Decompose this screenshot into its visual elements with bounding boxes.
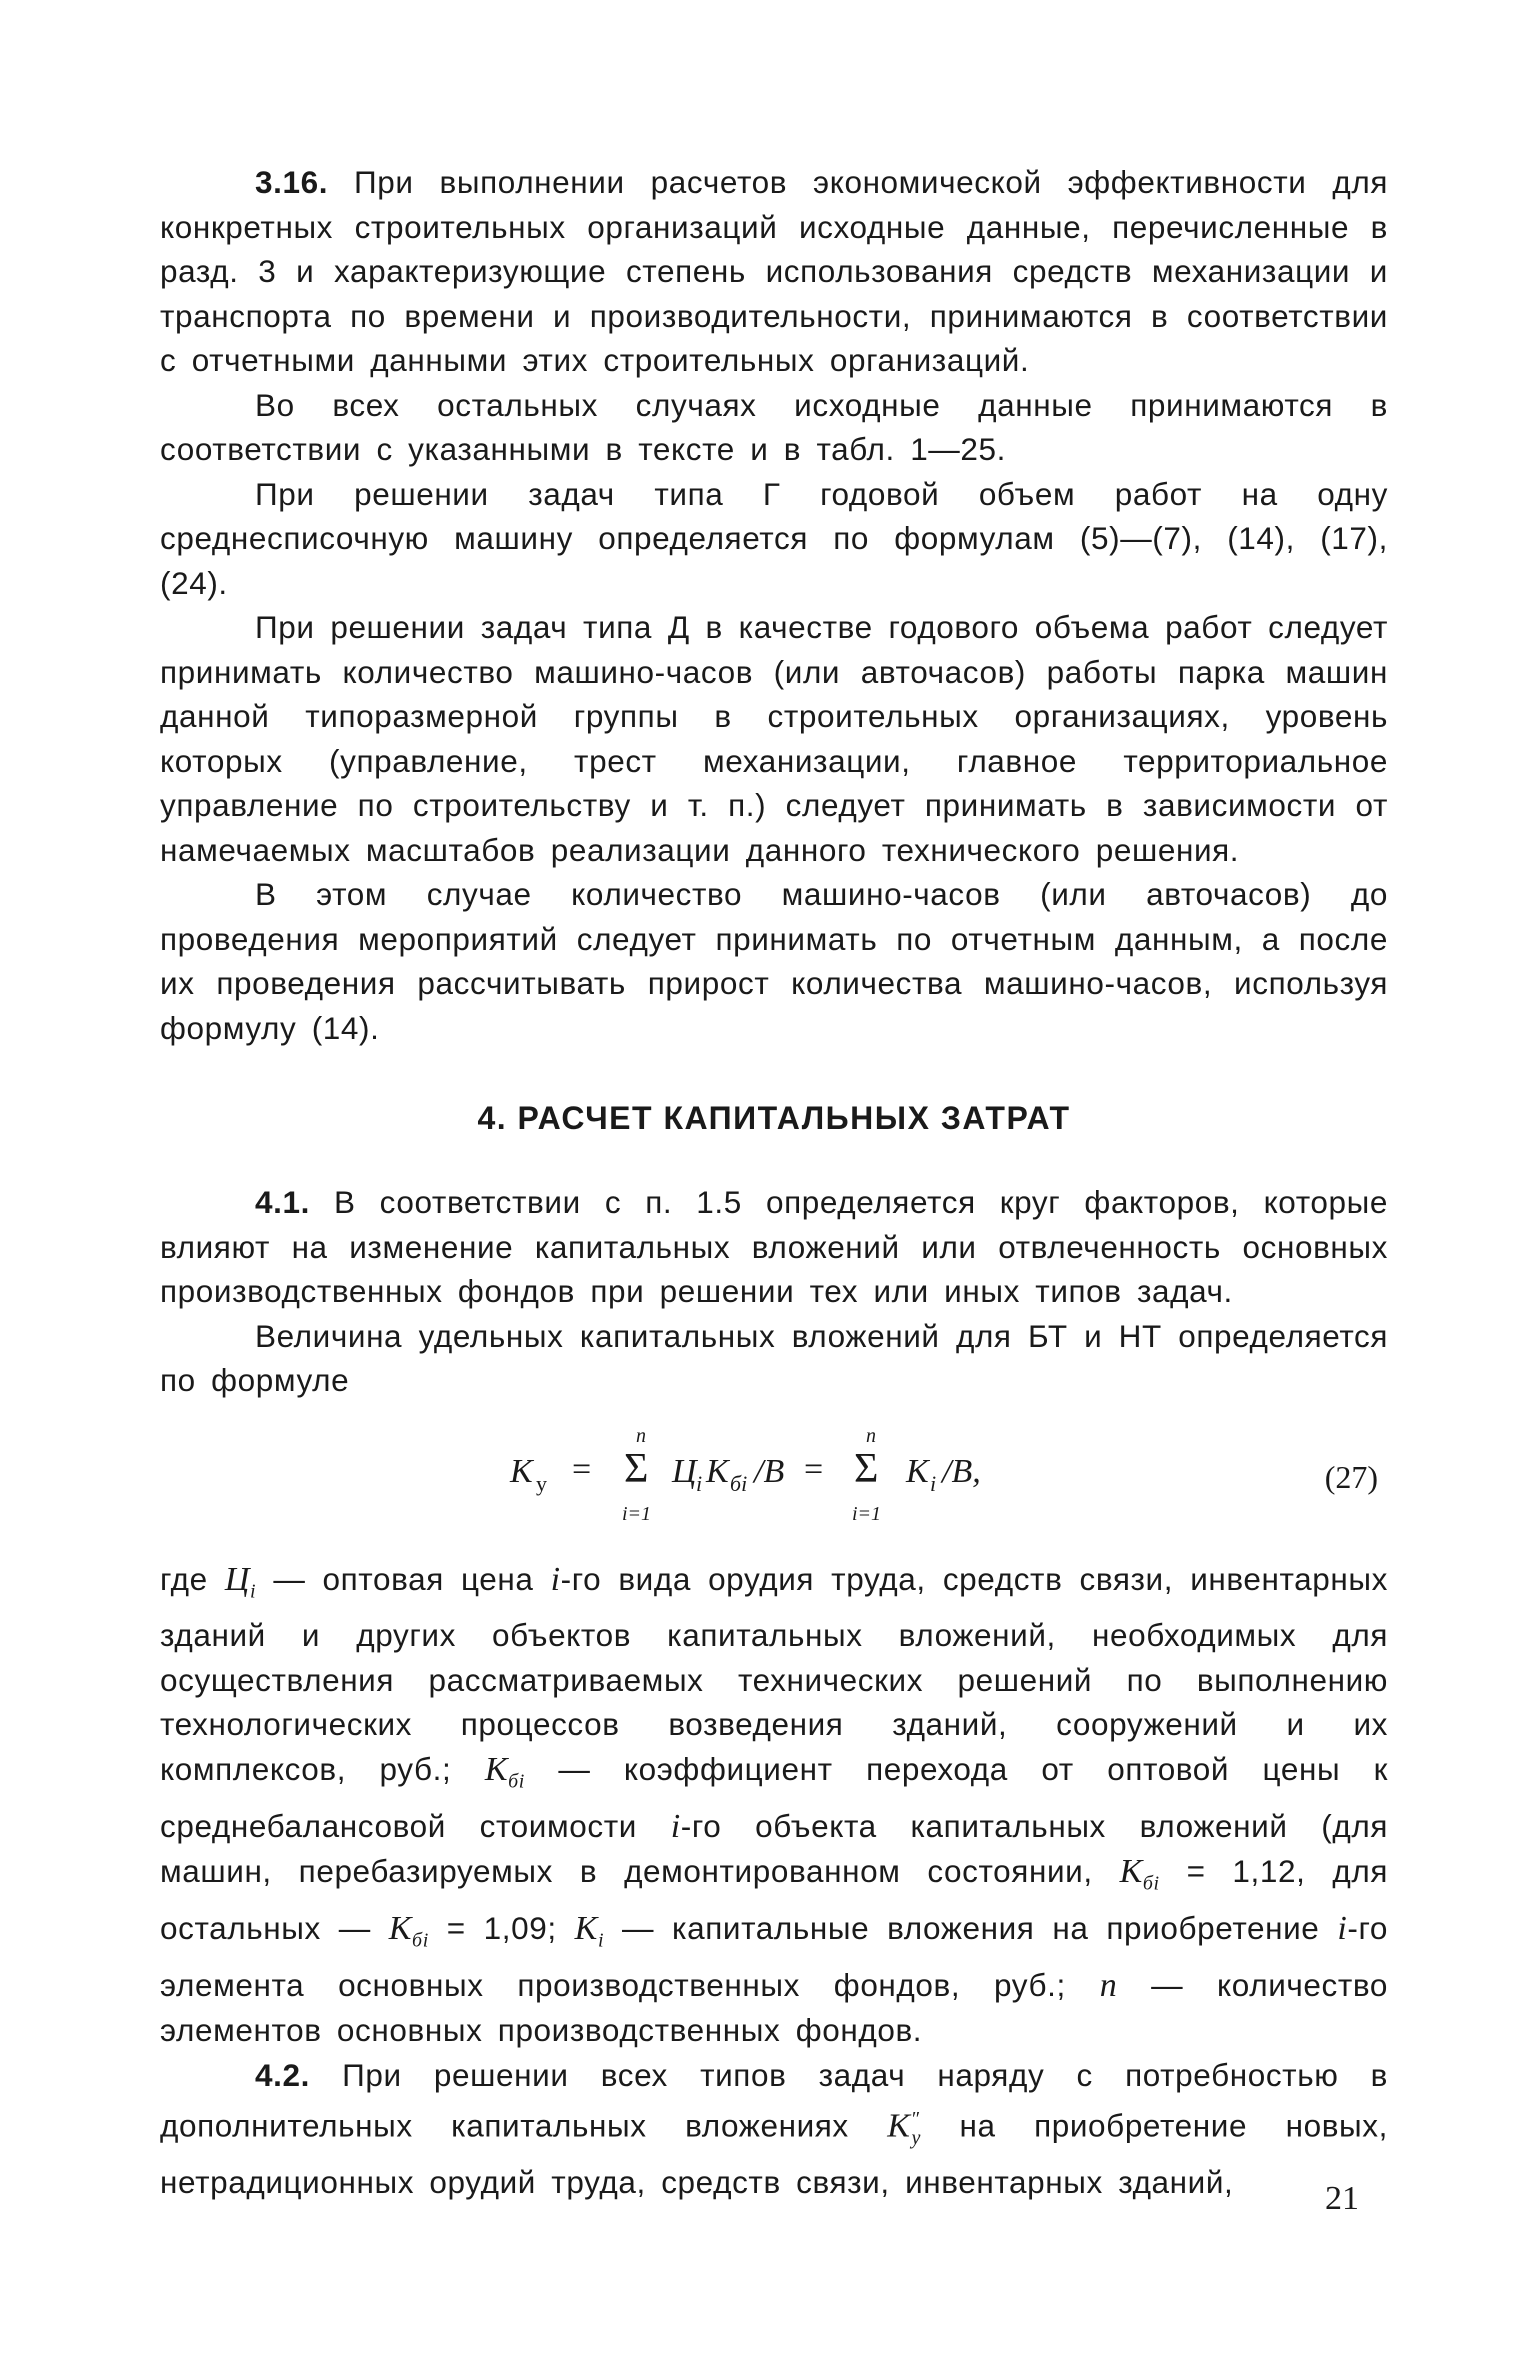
clause-number: 4.1.	[255, 1184, 310, 1220]
sum1-upper: n	[636, 1424, 646, 1447]
page-number: 21	[1325, 2180, 1359, 2217]
text-run: При решении всех типов задач наряду с потребностью в дополнительных капитальных вложениях	[160, 2056, 1388, 2144]
text-run: — капитальные вложения на приобретение	[604, 1909, 1338, 1946]
formula-div-2: /B,	[942, 1452, 981, 1490]
var-k-y-sub: у	[911, 2126, 921, 2149]
paragraph-machine-hours: В этом случае количество машино-часов (или авточасов) до проведения мероприятий следует принимать по отчетным данным, а после их проведения рассчитывать прирост количества машино-часов, используя формулу (14).	[160, 876, 1388, 1046]
var-k-b: K	[388, 1909, 413, 1947]
text-run: на приобретение новых, нетрадиционных орудий труда, средств связи, инвентарных зданий,	[160, 2107, 1388, 2201]
var-k-y-sup: ″	[910, 2108, 920, 2131]
paragraph-task-type-g: При решении задач типа Г годовой объем работ на одну среднесписочную машину определяется по формулам (5)—(7), (14), (17), (24).	[160, 475, 1388, 601]
formula-price-sub: i	[696, 1470, 703, 1496]
var-k-i-sub: i	[597, 1929, 605, 1952]
sum1-sigma: Σ	[624, 1445, 649, 1492]
section-title: 4. РАСЧЕТ КАПИТАЛЬНЫХ ЗАТРАТ	[477, 1100, 1071, 1136]
formula-expression	[510, 1423, 1210, 1543]
formula-lhs: K	[510, 1452, 533, 1490]
var-k-b-sub: бi	[1142, 1872, 1160, 1895]
sum2-lower: i=1	[852, 1502, 882, 1525]
sum1-lower: i=1	[622, 1502, 652, 1525]
text-run: = 1,12, для остальных —	[160, 1853, 1388, 1946]
paragraph-text: В соответствии с п. 1.5 определяется круг факторов, которые влияют на изменение капитальных вложений или отвлеченность основных производственных фондов при решении тех или иных типов задач.	[160, 1184, 1388, 1309]
text-run: -го элемента основных производственных фондов, руб.;	[160, 1909, 1388, 2003]
formula-div-1: /B	[754, 1452, 785, 1490]
clause-number: 3.16.	[255, 164, 329, 200]
clause-number: 4.2.	[255, 2056, 310, 2093]
text-run: — оптовая цена	[256, 1560, 551, 1597]
paragraph-formula-intro: Величина удельных капитальных вложений для БТ и НТ определяется по формуле	[160, 1317, 1388, 1398]
text-run: -го объекта капитальных вложений (для машин, перебазируемых в демонтированном состоянии,	[160, 1807, 1388, 1890]
page-body	[160, 160, 1388, 2205]
formula-equals-2: =	[804, 1450, 824, 1488]
var-k-b-sub: бi	[412, 1929, 429, 1952]
sum2-upper: n	[866, 1424, 876, 1447]
formula-lhs-sub: у	[536, 1470, 547, 1496]
var-i: i	[670, 1807, 681, 1845]
formula-coef-sub: бi	[730, 1470, 748, 1496]
paragraph-4-1	[160, 1180, 1388, 1314]
paragraph-4-2	[160, 2053, 1388, 2205]
formula-equals-1: =	[572, 1450, 592, 1488]
formula-27	[160, 1423, 1388, 1543]
var-k-y: K	[887, 2107, 911, 2145]
formula-coef: K	[706, 1452, 729, 1490]
equation-number: (27)	[1324, 1458, 1378, 1495]
text-run: — коэффициент перехода от оптовой цены к среднебалансовой стоимости	[160, 1750, 1388, 1844]
var-k-b-sub: бi	[508, 1770, 525, 1793]
var-k-b: K	[1119, 1853, 1143, 1891]
formula-k-sub: i	[930, 1470, 937, 1496]
var-price: Ц	[224, 1560, 251, 1598]
var-i: i	[550, 1560, 561, 1598]
sum2-sigma: Σ	[854, 1445, 879, 1492]
var-i: i	[1337, 1909, 1348, 1947]
paragraph-other-cases: Во всех остальных случаях исходные данные принимаются в соответствии с указанными в тексте и в табл. 1—25.	[160, 386, 1388, 467]
text-run: где	[160, 1560, 225, 1597]
paragraph-where	[160, 1557, 1388, 2053]
paragraph-3-16	[160, 160, 1388, 383]
paragraph-text: При выполнении расчетов экономической эффективности для конкретных строительных организаций исходные данные, перечисленные в разд. 3 и характеризующие степень использования средств механизации и транспорта по времени и производительности, принимаются в соответствии с отчетными данными этих строительных организаций.	[160, 164, 1388, 378]
text-run: = 1,09;	[428, 1909, 575, 1946]
var-price-sub: i	[250, 1579, 257, 1602]
text-run: — количество элементов основных производственных фондов.	[160, 1966, 1388, 2049]
formula-price: Ц	[672, 1452, 697, 1490]
var-n: n	[1099, 1966, 1118, 2004]
var-k-i: K	[574, 1909, 598, 1947]
formula-k: K	[906, 1452, 929, 1490]
paragraph-task-type-d: При решении задач типа Д в качестве годового объема работ следует принимать количество машино-часов (или авточасов) работы парка машин данной типоразмерной группы в строительных организациях, уровень которых (управление, трест механизации, главное территориальное управление по строительству и т. п.) следует принимать в зависимости от намечаемых масштабов реализации данного технического решения.	[160, 609, 1388, 868]
text-run: -го вида орудия труда, средств связи, инвентарных зданий и других объектов капитальных вложений, необходимых для осуществления рассматриваемых технических решений по выполнению технологических процессов возведения зданий, сооружений и их комплексов, руб.;	[160, 1560, 1388, 1787]
var-k-b: K	[484, 1750, 509, 1788]
